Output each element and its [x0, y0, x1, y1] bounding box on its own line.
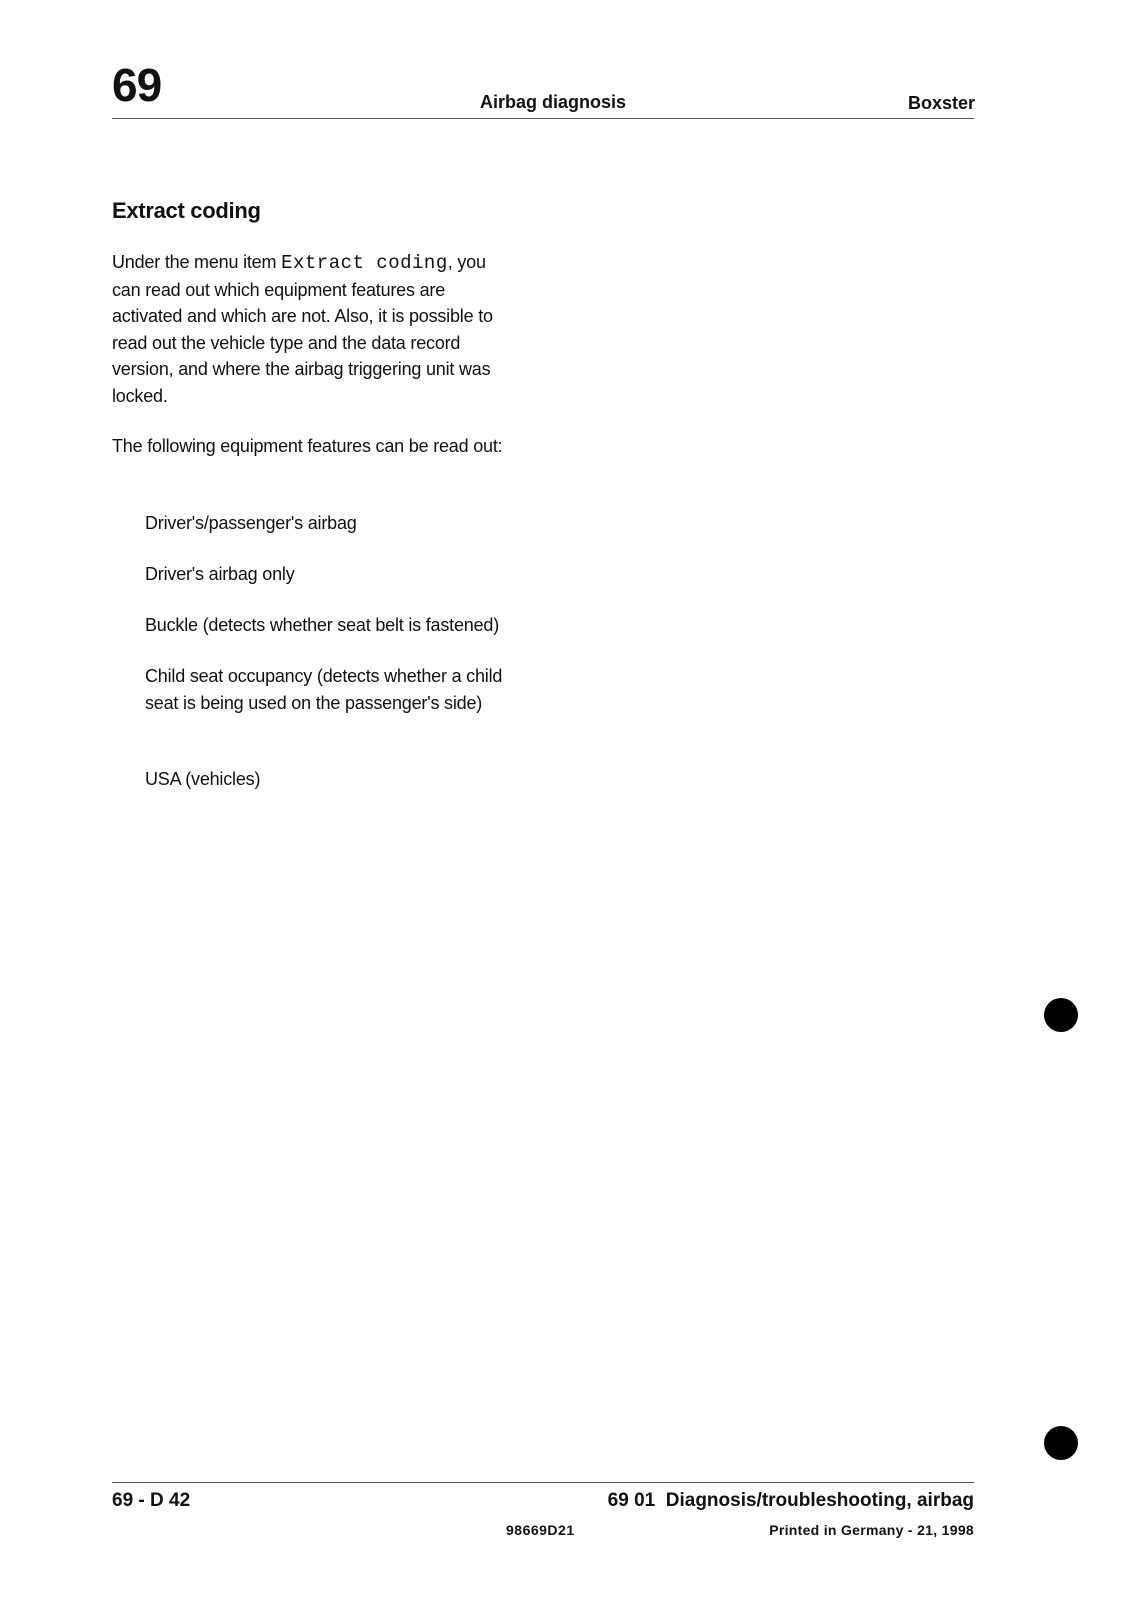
document-code: 98669D21 — [506, 1522, 575, 1538]
feature-item: Driver's airbag only — [145, 564, 295, 584]
header-title: Airbag diagnosis — [480, 92, 627, 112]
feature-item: Buckle (detects whether seat belt is fastened) — [145, 615, 499, 635]
intro-paragraph — [112, 249, 512, 409]
footer-section-ref: 69 01 Diagnosis/troubleshooting, airbag — [607, 1490, 974, 1511]
section-title: Extract coding — [112, 198, 261, 223]
margin-marker-dot — [1044, 998, 1078, 1032]
feature-item: Child seat occupancy (detects whether a child seat is being used on the passenger's side) — [145, 666, 503, 713]
page-number: 69 - D 42 — [112, 1490, 191, 1511]
feature-item: Driver's/passenger's airbag — [145, 513, 357, 533]
menu-item-name: Extract coding — [281, 252, 448, 274]
margin-marker-dot — [1044, 1426, 1078, 1460]
chapter-number: 69 — [112, 59, 162, 111]
header-model: Boxster — [907, 93, 975, 113]
print-info: Printed in Germany - 21, 1998 — [769, 1522, 974, 1538]
intro-prefix: Under the menu item — [112, 252, 282, 272]
header-divider — [112, 118, 974, 119]
intro-suffix: , you can read out which equipment features are activated and which are not. Also, it is possible to read out the vehicle type and the data record version, and where the airbag triggering unit was locked. — [112, 252, 493, 406]
features-intro: The following equipment features can be read out: — [112, 436, 503, 456]
feature-item: USA (vehicles) — [145, 769, 261, 789]
footer-divider — [112, 1482, 974, 1483]
